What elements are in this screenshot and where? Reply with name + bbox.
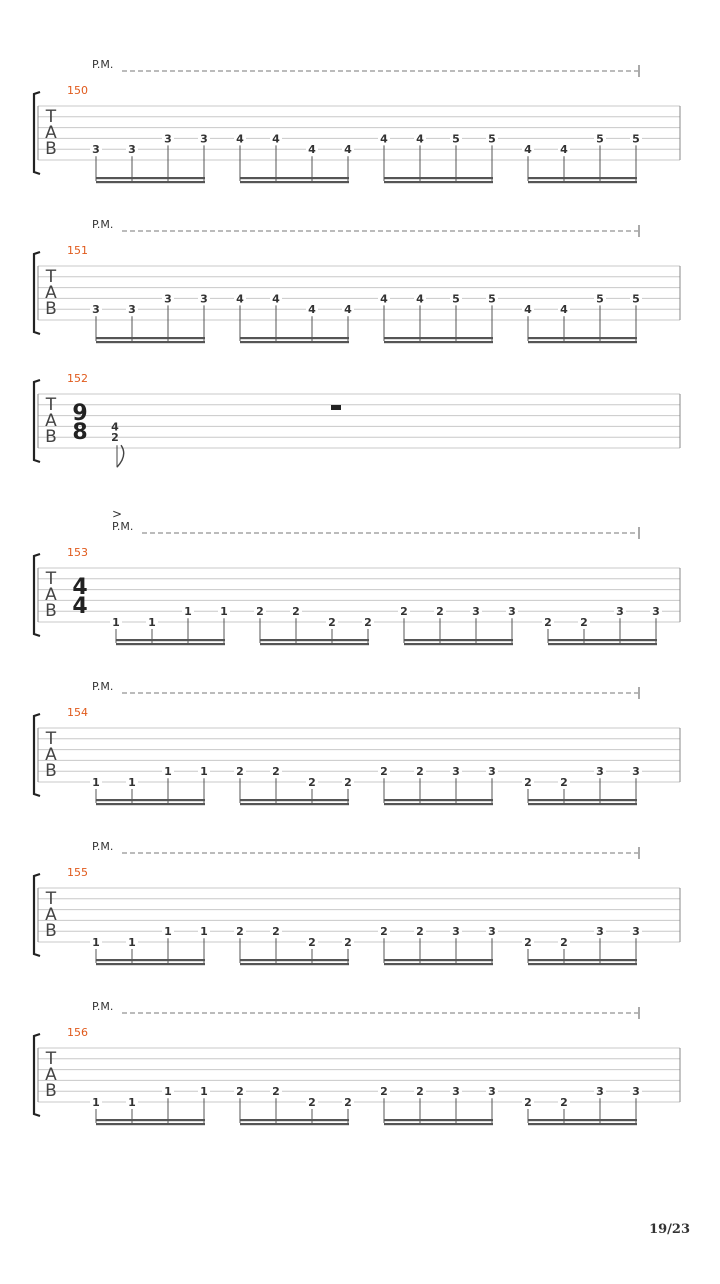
- fret-number: 1: [164, 925, 172, 939]
- fret-number: 2: [272, 925, 280, 939]
- tab-clef-letter: T: [45, 569, 57, 589]
- tab-clef-letter: T: [45, 267, 57, 287]
- fret-number: 2: [328, 616, 336, 629]
- fret-number: 1: [200, 765, 208, 779]
- fret-number: 1: [92, 776, 100, 789]
- measure-number: 151: [67, 244, 88, 257]
- time-signature-bottom: 8: [72, 420, 88, 445]
- beam-secondary: [404, 643, 513, 645]
- fret-number: 3: [632, 765, 640, 779]
- tab-clef-letter: B: [45, 299, 57, 319]
- fret-number: 2: [344, 1096, 352, 1109]
- beam-secondary: [240, 341, 349, 343]
- beam-primary: [240, 1119, 349, 1121]
- system-bracket: [34, 554, 40, 636]
- fret-number: 3: [200, 132, 208, 146]
- system-bracket: [34, 874, 40, 956]
- system-bracket: [34, 92, 40, 174]
- beam-primary: [548, 639, 657, 641]
- fret-number: 3: [128, 303, 136, 317]
- fret-number: 4: [416, 292, 424, 306]
- beam-primary: [528, 177, 637, 179]
- time-signature-bottom: 4: [72, 594, 88, 619]
- beam-primary: [240, 959, 349, 961]
- fret-number: 2: [560, 776, 568, 789]
- beam-secondary: [384, 963, 493, 965]
- fret-number: 4: [308, 303, 316, 317]
- palm-mute-label: P.M.: [92, 680, 114, 693]
- beam-primary: [96, 1119, 205, 1121]
- tab-clef-letter: B: [45, 427, 57, 447]
- palm-mute-label: P.M.: [92, 1000, 114, 1013]
- beam-secondary: [528, 181, 637, 183]
- fret-number: 4: [344, 143, 352, 157]
- tab-clef-letter: A: [45, 123, 57, 143]
- fret-number: 5: [452, 132, 460, 146]
- tab-clef-letter: T: [45, 1049, 57, 1069]
- tab-clef-letter: A: [45, 283, 57, 303]
- tab-clef-letter: B: [45, 601, 57, 621]
- page-number: 19/23: [649, 1222, 690, 1237]
- measure-number: 156: [67, 1026, 88, 1039]
- fret-number: 3: [164, 132, 172, 146]
- beam-secondary: [240, 1123, 349, 1125]
- system-bracket: [34, 252, 40, 334]
- beam-primary: [260, 639, 369, 641]
- tab-clef-letter: T: [45, 395, 57, 415]
- beam-secondary: [528, 341, 637, 343]
- fret-number: 1: [164, 1085, 172, 1099]
- beam-secondary: [96, 341, 205, 343]
- tab-system-151: [34, 218, 680, 343]
- fret-number: 4: [308, 143, 316, 157]
- fret-number: 5: [488, 292, 496, 306]
- fret-number: 2: [236, 925, 244, 939]
- beam-secondary: [528, 1123, 637, 1125]
- tab-clef-letter: A: [45, 905, 57, 925]
- fret-number: 2: [416, 925, 424, 939]
- tab-clef-letter: T: [45, 729, 57, 749]
- accent-mark: >: [112, 507, 123, 521]
- beam-secondary: [240, 803, 349, 805]
- beam-primary: [528, 1119, 637, 1121]
- beam-secondary: [116, 643, 225, 645]
- beam-primary: [528, 337, 637, 339]
- fret-number: 3: [452, 925, 460, 939]
- tab-clef-letter: T: [45, 107, 57, 127]
- tab-system-156: [34, 1000, 680, 1125]
- fret-number: 3: [488, 1085, 496, 1099]
- tab-clef-letter: B: [45, 761, 57, 781]
- tab-clef-letter: A: [45, 411, 57, 431]
- fret-number: 2: [308, 936, 316, 949]
- tab-clef-letter: A: [45, 745, 57, 765]
- fret-number: 2: [416, 1085, 424, 1099]
- beam-secondary: [260, 643, 369, 645]
- beam-secondary: [240, 181, 349, 183]
- beam-primary: [116, 639, 225, 641]
- beam-secondary: [384, 181, 493, 183]
- palm-mute-label: P.M.: [92, 840, 114, 853]
- measure-number: 154: [67, 706, 88, 719]
- beam-secondary: [96, 803, 205, 805]
- beam-primary: [96, 337, 205, 339]
- fret-number: 2: [560, 1096, 568, 1109]
- system-bracket: [34, 714, 40, 796]
- fret-number: 5: [596, 132, 604, 146]
- tab-system-150: [34, 58, 680, 183]
- fret-number: 1: [128, 1096, 136, 1109]
- tab-system-154: [34, 680, 680, 805]
- measure-number: 150: [67, 84, 88, 97]
- fret-number: 2: [524, 776, 532, 789]
- beam-primary: [96, 177, 205, 179]
- beam-secondary: [96, 963, 205, 965]
- measure-number: 155: [67, 866, 88, 879]
- fret-number: 4: [344, 303, 352, 317]
- fret-number: 1: [200, 925, 208, 939]
- tab-clef-letter: A: [45, 585, 57, 605]
- fret-number: 2: [380, 1085, 388, 1099]
- fret-number: 1: [164, 765, 172, 779]
- beam-primary: [384, 1119, 493, 1121]
- beam-primary: [384, 337, 493, 339]
- beam-secondary: [384, 1123, 493, 1125]
- chord-fret: 4: [111, 420, 119, 434]
- beam-primary: [240, 337, 349, 339]
- fret-number: 4: [380, 132, 388, 146]
- tab-clef-letter: B: [45, 139, 57, 159]
- fret-number: 4: [272, 132, 280, 146]
- fret-number: 2: [236, 765, 244, 779]
- fret-number: 2: [380, 765, 388, 779]
- tab-system-155: [34, 840, 680, 965]
- palm-mute-label: P.M.: [92, 218, 114, 231]
- fret-number: 1: [128, 936, 136, 949]
- tab-clef-letter: A: [45, 1065, 57, 1085]
- fret-number: 1: [200, 1085, 208, 1099]
- fret-number: 4: [380, 292, 388, 306]
- beam-secondary: [384, 803, 493, 805]
- tab-clef-letter: B: [45, 1081, 57, 1101]
- fret-number: 3: [200, 292, 208, 306]
- fret-number: 2: [380, 925, 388, 939]
- fret-number: 2: [308, 776, 316, 789]
- fret-number: 3: [472, 605, 480, 619]
- fret-number: 3: [652, 605, 660, 619]
- system-bracket: [34, 1034, 40, 1116]
- fret-number: 1: [92, 936, 100, 949]
- fret-number: 2: [544, 616, 552, 629]
- fret-number: 1: [148, 616, 156, 629]
- fret-number: 2: [236, 1085, 244, 1099]
- fret-number: 2: [364, 616, 372, 629]
- beam-primary: [404, 639, 513, 641]
- beam-primary: [384, 177, 493, 179]
- fret-number: 4: [236, 132, 244, 146]
- fret-number: 2: [400, 605, 408, 619]
- fret-number: 5: [596, 292, 604, 306]
- fret-number: 3: [632, 1085, 640, 1099]
- fret-number: 1: [112, 616, 120, 629]
- beam-secondary: [384, 341, 493, 343]
- fret-number: 3: [596, 925, 604, 939]
- fret-number: 4: [560, 143, 568, 157]
- fret-number: 3: [596, 1085, 604, 1099]
- fret-number: 2: [416, 765, 424, 779]
- fret-number: 2: [580, 616, 588, 629]
- whole-rest: [331, 405, 341, 410]
- beam-primary: [528, 799, 637, 801]
- beam-primary: [240, 177, 349, 179]
- fret-number: 2: [436, 605, 444, 619]
- fret-number: 4: [416, 132, 424, 146]
- fret-number: 4: [524, 143, 532, 157]
- fret-number: 4: [524, 303, 532, 317]
- fret-number: 3: [92, 143, 100, 157]
- tab-system-153: [34, 507, 680, 645]
- fret-number: 5: [452, 292, 460, 306]
- fret-number: 2: [524, 1096, 532, 1109]
- tab-system-152: [34, 372, 680, 467]
- fret-number: 3: [488, 925, 496, 939]
- fret-number: 5: [632, 132, 640, 146]
- beam-primary: [96, 799, 205, 801]
- fret-number: 2: [256, 605, 264, 619]
- fret-number: 1: [92, 1096, 100, 1109]
- palm-mute-label: P.M.: [112, 520, 134, 533]
- fret-number: 5: [488, 132, 496, 146]
- fret-number: 4: [560, 303, 568, 317]
- fret-number: 2: [524, 936, 532, 949]
- fret-number: 3: [164, 292, 172, 306]
- chord-fret: 2: [111, 431, 119, 445]
- fret-number: 2: [308, 1096, 316, 1109]
- fret-number: 2: [292, 605, 300, 619]
- beam-primary: [384, 799, 493, 801]
- beam-primary: [528, 959, 637, 961]
- fret-number: 2: [344, 776, 352, 789]
- palm-mute-label: P.M.: [92, 58, 114, 71]
- fret-number: 3: [452, 765, 460, 779]
- fret-number: 3: [632, 925, 640, 939]
- beam-primary: [240, 799, 349, 801]
- fret-number: 1: [184, 605, 192, 619]
- beam-secondary: [548, 643, 657, 645]
- fret-number: 3: [452, 1085, 460, 1099]
- beam-primary: [96, 959, 205, 961]
- fret-number: 3: [508, 605, 516, 619]
- fret-number: 3: [128, 143, 136, 157]
- system-bracket: [34, 380, 40, 462]
- time-signature-top: 4: [72, 575, 88, 600]
- beam-secondary: [240, 963, 349, 965]
- fret-number: 4: [272, 292, 280, 306]
- fret-number: 5: [632, 292, 640, 306]
- beam-secondary: [96, 1123, 205, 1125]
- fret-number: 4: [236, 292, 244, 306]
- fret-number: 1: [128, 776, 136, 789]
- fret-number: 2: [560, 936, 568, 949]
- fret-number: 3: [488, 765, 496, 779]
- fret-number: 2: [272, 765, 280, 779]
- fret-number: 2: [272, 1085, 280, 1099]
- measure-number: 152: [67, 372, 88, 385]
- fret-number: 3: [616, 605, 624, 619]
- fret-number: 2: [344, 936, 352, 949]
- fret-number: 1: [220, 605, 228, 619]
- tab-clef-letter: B: [45, 921, 57, 941]
- fret-number: 3: [596, 765, 604, 779]
- beam-secondary: [528, 803, 637, 805]
- fret-number: 3: [92, 303, 100, 317]
- beam-secondary: [96, 181, 205, 183]
- beam-secondary: [528, 963, 637, 965]
- beam-primary: [384, 959, 493, 961]
- measure-number: 153: [67, 546, 88, 559]
- tab-clef-letter: T: [45, 889, 57, 909]
- time-signature-top: 9: [72, 401, 88, 426]
